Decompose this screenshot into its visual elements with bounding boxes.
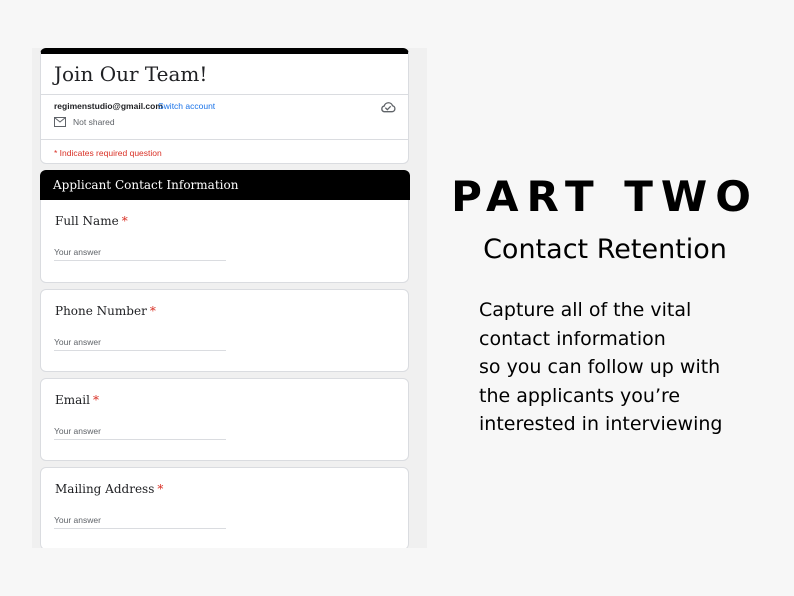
- question-label: Full Name *: [55, 214, 128, 228]
- question-label: Phone Number *: [55, 304, 156, 318]
- question-card-mailing-address: [40, 467, 409, 548]
- form-title: Join Our Team!: [54, 62, 208, 86]
- required-asterisk: *: [92, 393, 99, 407]
- account-row: [41, 95, 408, 135]
- mailing-address-input[interactable]: [54, 515, 226, 529]
- switch-account-link[interactable]: Switch account: [158, 101, 216, 111]
- required-asterisk: *: [149, 304, 156, 318]
- section-header: Applicant Contact Information: [40, 170, 410, 200]
- account-email: regimenstudio@gmail.com: [54, 101, 163, 111]
- required-asterisk: *: [121, 214, 128, 228]
- full-name-input[interactable]: [54, 247, 226, 261]
- question-card-email: [40, 378, 409, 461]
- question-card-full-name: [40, 200, 409, 283]
- part-subheading: Contact Retention: [483, 234, 727, 265]
- phone-number-input[interactable]: [54, 337, 226, 351]
- description-line: so you can follow up with: [479, 356, 721, 378]
- description-line: contact information: [479, 327, 666, 350]
- part-heading: PART TWO: [451, 172, 759, 221]
- promo-panel: [440, 0, 794, 596]
- required-asterisk: *: [157, 482, 164, 496]
- question-label: Email *: [55, 393, 99, 407]
- google-form-preview: [32, 48, 427, 548]
- email-input[interactable]: [54, 426, 226, 440]
- description-line: interested in interviewing: [479, 413, 723, 435]
- mail-icon: [54, 117, 66, 127]
- cloud-offline-icon[interactable]: [380, 101, 396, 113]
- form-header-card: [40, 48, 409, 164]
- description-line: the applicants you’re: [479, 384, 681, 407]
- question-label: Mailing Address *: [55, 482, 164, 496]
- description-line: Capture all of the vital: [479, 299, 692, 321]
- required-note: * Indicates required question: [54, 148, 162, 158]
- promo-description: [479, 296, 779, 439]
- question-card-phone: [40, 289, 409, 372]
- not-shared-label: Not shared: [73, 117, 115, 127]
- not-shared-status: [54, 117, 115, 127]
